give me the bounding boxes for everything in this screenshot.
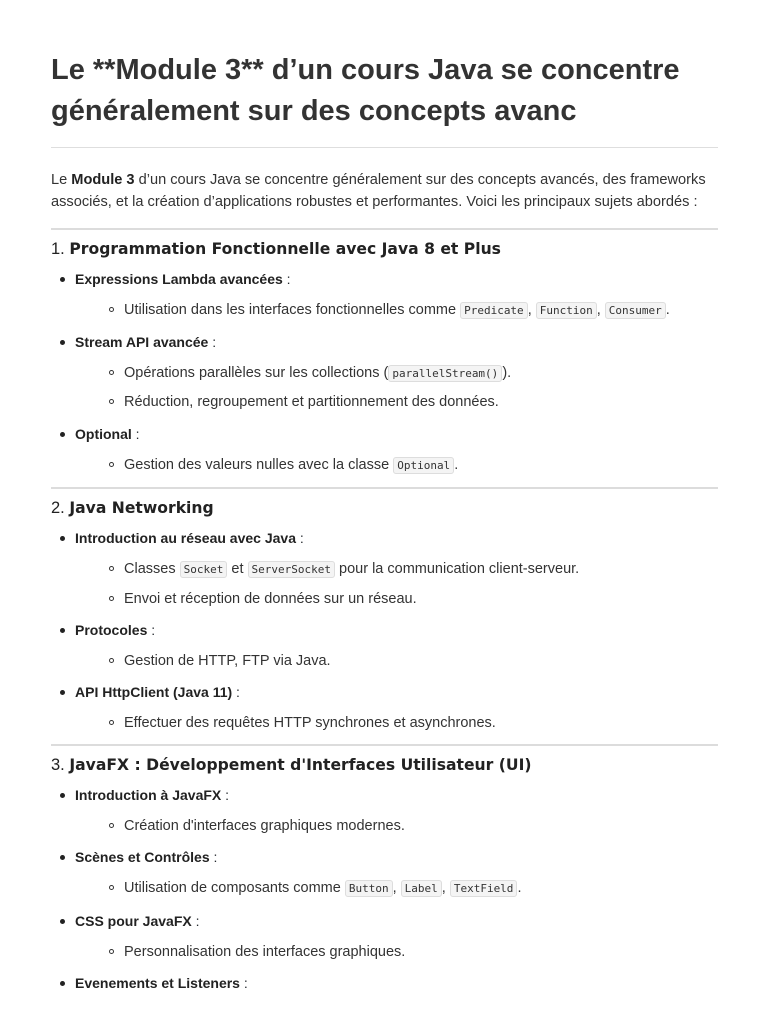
sub-text: Utilisation dans les interfaces fonctionnelles comme — [124, 301, 461, 318]
inline-code: Predicate — [460, 302, 528, 319]
inline-code: parallelStream() — [388, 365, 502, 382]
sub-list-item — [75, 713, 718, 733]
section-divider — [51, 487, 718, 489]
item-label: Protocoles — [75, 621, 148, 638]
item-colon: : — [191, 912, 200, 929]
sub-list-item — [75, 363, 718, 384]
list-item — [51, 847, 718, 899]
item-label: Stream API avancée — [75, 333, 209, 350]
intro-paragraph — [51, 169, 718, 213]
inline-code: Consumer — [605, 302, 666, 319]
inline-code: Optional — [393, 457, 454, 474]
sub-list — [75, 300, 718, 321]
sub-text: . — [665, 301, 670, 318]
item-label: Scènes et Contrôles — [75, 848, 210, 865]
sub-list-item — [75, 816, 718, 836]
sub-text: Classes — [124, 560, 180, 577]
sub-list — [75, 651, 718, 671]
section-list — [51, 785, 718, 993]
sub-list-item — [75, 878, 718, 899]
intro-text-end: d’un cours Java se concentre généralement sur des concepts avancés, des frameworks associés, et la création d’applications robustes et performantes. Voici les principaux sujets abordés : — [51, 172, 706, 210]
sub-text: Utilisation de composants comme — [124, 879, 345, 896]
intro-bold-module: Module 3 — [71, 172, 135, 188]
list-item — [51, 911, 718, 962]
sub-text: Gestion de HTTP, FTP via Java. — [124, 652, 331, 669]
item-colon: : — [131, 425, 140, 442]
section-heading — [51, 238, 718, 260]
sub-list-item — [75, 589, 718, 609]
inline-code: ServerSocket — [248, 561, 335, 578]
section-number: 1. — [51, 239, 65, 258]
sub-text: Opérations parallèles sur les collections ( — [124, 364, 389, 381]
item-colon: : — [208, 333, 217, 350]
sub-list — [75, 455, 718, 476]
sub-text: , — [441, 879, 450, 896]
sub-text: Création d'interfaces graphiques modernes. — [124, 817, 405, 834]
sub-text: Personnalisation des interfaces graphiques. — [124, 943, 406, 960]
list-item — [51, 973, 718, 993]
sub-text: , — [596, 301, 605, 318]
sub-text: ). — [502, 364, 512, 381]
sub-list-item — [75, 392, 718, 412]
section-title: JavaFX : Développement d'Interfaces Utilisateur (UI) — [69, 755, 532, 774]
item-label: Optional — [75, 425, 132, 442]
item-label: Introduction à JavaFX — [75, 786, 222, 803]
list-item — [51, 332, 718, 412]
sub-text: Réduction, regroupement et partitionnement des données. — [124, 393, 499, 410]
section-divider — [51, 228, 718, 230]
item-label: CSS pour JavaFX — [75, 912, 192, 929]
sub-text: pour la communication client-serveur. — [335, 560, 580, 577]
section-number: 3. — [51, 755, 65, 774]
list-item — [51, 269, 718, 321]
sub-list — [75, 816, 718, 836]
inline-code: Label — [401, 880, 442, 897]
item-colon: : — [147, 621, 156, 638]
sub-list-item — [75, 942, 718, 962]
document-content — [51, 50, 718, 993]
section-list — [51, 528, 718, 733]
section-title: Programmation Fonctionnelle avec Java 8 et Plus — [69, 239, 501, 258]
sub-list — [75, 942, 718, 962]
sub-text: Effectuer des requêtes HTTP synchrones et asynchrones. — [124, 714, 496, 731]
intro-text-start: Le — [51, 172, 72, 188]
item-colon: : — [282, 270, 291, 287]
sub-list-item — [75, 300, 718, 321]
item-colon: : — [232, 683, 240, 700]
item-colon: : — [209, 848, 218, 865]
item-colon: : — [239, 974, 248, 991]
sub-text: Envoi et réception de données sur un réseau. — [124, 590, 417, 607]
section-heading — [51, 754, 718, 776]
list-item — [51, 620, 718, 671]
sub-list — [75, 559, 718, 609]
item-label: Evenements et Listeners — [75, 974, 240, 991]
sub-list — [75, 363, 718, 412]
inline-code: Button — [345, 880, 393, 897]
item-label: Expressions Lambda avancées — [75, 270, 283, 287]
page-title: Le **Module 3** d’un cours Java se concentre généralement sur des concepts avanc — [51, 54, 680, 127]
inline-code: TextField — [450, 880, 518, 897]
sub-text: et — [227, 560, 248, 577]
sub-text: , — [392, 879, 401, 896]
list-item — [51, 682, 718, 733]
sub-text: . — [517, 879, 522, 896]
section-list — [51, 269, 718, 476]
section-title: Java Networking — [69, 498, 214, 517]
sub-list — [75, 713, 718, 733]
section-heading — [51, 497, 718, 519]
item-label: Introduction au réseau avec Java — [75, 529, 296, 546]
item-colon: : — [221, 786, 230, 803]
list-item — [51, 528, 718, 609]
sub-text: Gestion des valeurs nulles avec la classe — [124, 456, 394, 473]
sub-text: , — [527, 301, 536, 318]
sub-list-item — [75, 651, 718, 671]
item-colon: : — [295, 529, 304, 546]
item-label: API HttpClient (Java 11) — [75, 683, 233, 700]
list-item — [51, 785, 718, 836]
list-item — [51, 424, 718, 476]
inline-code: Socket — [180, 561, 228, 578]
sub-text: . — [454, 456, 459, 473]
inline-code: Function — [536, 302, 597, 319]
section-divider — [51, 744, 718, 746]
section-number: 2. — [51, 498, 65, 517]
sub-list — [75, 878, 718, 899]
sub-list-item — [75, 455, 718, 476]
sub-list-item — [75, 559, 718, 580]
title-divider — [51, 147, 718, 148]
